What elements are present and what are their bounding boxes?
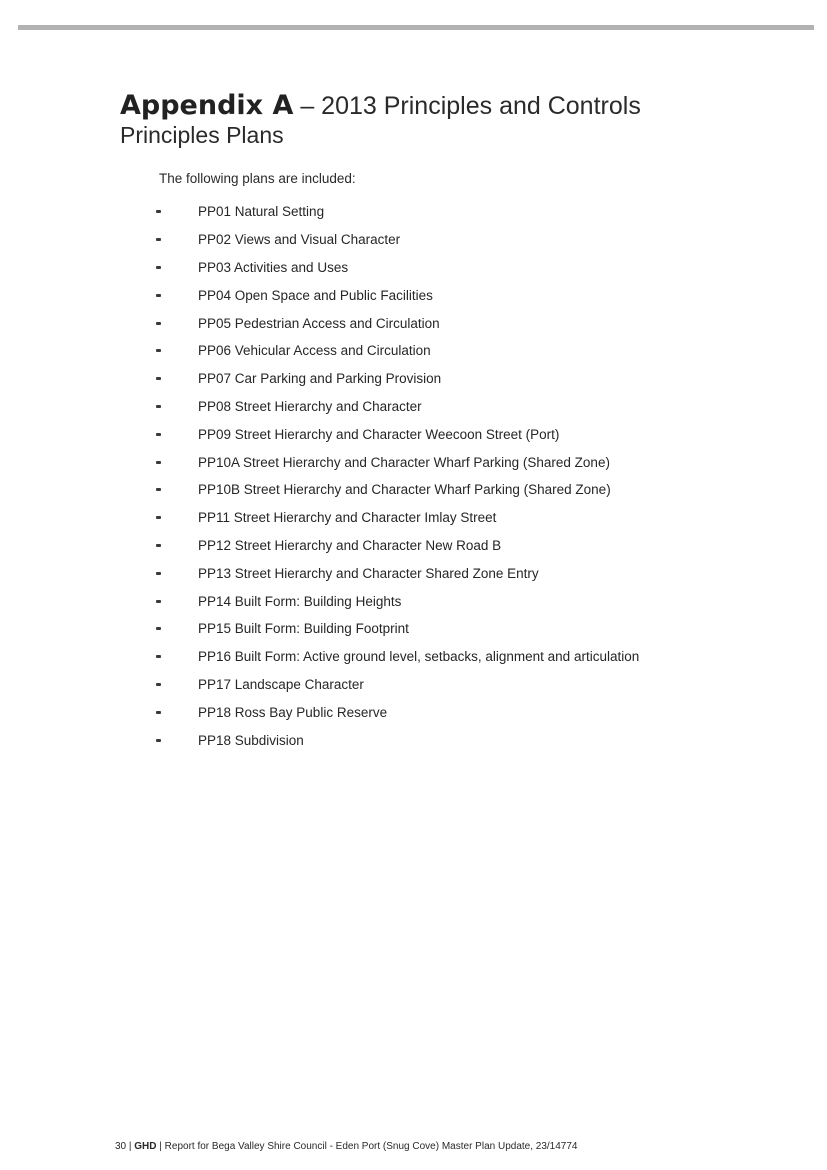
plan-label: PP16 Built Form: Active ground level, setbacks, alignment and articulation <box>198 649 640 665</box>
bullet-icon <box>156 516 161 519</box>
bullet-icon <box>156 294 161 297</box>
top-rule <box>18 25 814 30</box>
plan-label: PP08 Street Hierarchy and Character <box>198 398 422 414</box>
list-item <box>152 643 639 671</box>
bullet-icon <box>156 488 161 491</box>
plan-label: PP10A Street Hierarchy and Character Wharf Parking (Shared Zone) <box>198 454 610 470</box>
appendix-label: Appendix A <box>120 90 294 121</box>
plan-label: PP04 Open Space and Public Facilities <box>198 287 433 303</box>
plan-label: PP01 Natural Setting <box>198 204 325 220</box>
bullet-icon <box>156 349 161 352</box>
intro-text: The following plans are included: <box>159 171 356 186</box>
list-item <box>152 337 639 365</box>
list-item <box>152 448 639 476</box>
list-item <box>152 393 639 421</box>
appendix-heading <box>120 92 641 124</box>
plan-label: PP13 Street Hierarchy and Character Shared Zone Entry <box>198 565 539 581</box>
plan-label: PP18 Subdivision <box>198 732 304 748</box>
plan-label: PP15 Built Form: Building Footprint <box>198 621 409 637</box>
plan-label: PP06 Vehicular Access and Circulation <box>198 343 431 359</box>
page-heading <box>120 92 641 147</box>
list-item <box>152 559 639 587</box>
company-name: GHD <box>134 1141 157 1152</box>
bullet-icon <box>156 405 161 408</box>
list-item <box>152 476 639 504</box>
list-item <box>152 671 639 699</box>
bullet-icon <box>156 739 161 742</box>
report-title: Report for Bega Valley Shire Council - Eden Port (Snug Cove) Master Plan Update, 23/14774 <box>164 1141 578 1152</box>
list-item <box>152 198 639 226</box>
page-number: 30 <box>115 1141 127 1152</box>
appendix-title: – 2013 Principles and Controls <box>293 92 641 120</box>
plan-label: PP02 Views and Visual Character <box>198 232 401 248</box>
bullet-icon <box>156 600 161 603</box>
list-item <box>152 587 639 615</box>
bullet-icon <box>156 461 161 464</box>
bullet-icon <box>156 544 161 547</box>
plan-label: PP07 Car Parking and Parking Provision <box>198 371 442 387</box>
list-item <box>152 504 639 532</box>
plan-label: PP05 Pedestrian Access and Circulation <box>198 315 440 331</box>
list-item <box>152 254 639 282</box>
page-footer: 30 | GHD | Report for Bega Valley Shire Council - Eden Port (Snug Cove) Master Plan Update, 23/14774 <box>115 1141 578 1152</box>
plan-label: PP03 Activities and Uses <box>198 259 349 275</box>
plan-label: PP17 Landscape Character <box>198 676 364 692</box>
plan-label: PP14 Built Form: Building Heights <box>198 593 402 609</box>
list-item <box>152 615 639 643</box>
bullet-icon <box>156 711 161 714</box>
section-subtitle: Principles Plans <box>120 122 284 148</box>
plan-label: PP10B Street Hierarchy and Character Wharf Parking (Shared Zone) <box>198 482 611 498</box>
plan-list <box>152 198 639 754</box>
list-item <box>152 698 639 726</box>
list-item <box>152 309 639 337</box>
list-item <box>152 420 639 448</box>
bullet-icon <box>156 238 161 241</box>
plan-label: PP18 Ross Bay Public Reserve <box>198 704 388 720</box>
plan-label: PP12 Street Hierarchy and Character New Road B <box>198 537 502 553</box>
bullet-icon <box>156 266 161 269</box>
bullet-icon <box>156 377 161 380</box>
bullet-icon <box>156 210 161 213</box>
bullet-icon <box>156 627 161 630</box>
bullet-icon <box>156 683 161 686</box>
list-item <box>152 281 639 309</box>
bullet-icon <box>156 655 161 658</box>
bullet-icon <box>156 572 161 575</box>
list-item <box>152 365 639 393</box>
list-item <box>152 726 639 754</box>
plan-label: PP09 Street Hierarchy and Character Weecoon Street (Port) <box>198 426 560 442</box>
list-item <box>152 532 639 560</box>
list-item <box>152 226 639 254</box>
bullet-icon <box>156 322 161 325</box>
bullet-icon <box>156 433 161 436</box>
plan-label: PP11 Street Hierarchy and Character Imlay Street <box>198 510 497 526</box>
